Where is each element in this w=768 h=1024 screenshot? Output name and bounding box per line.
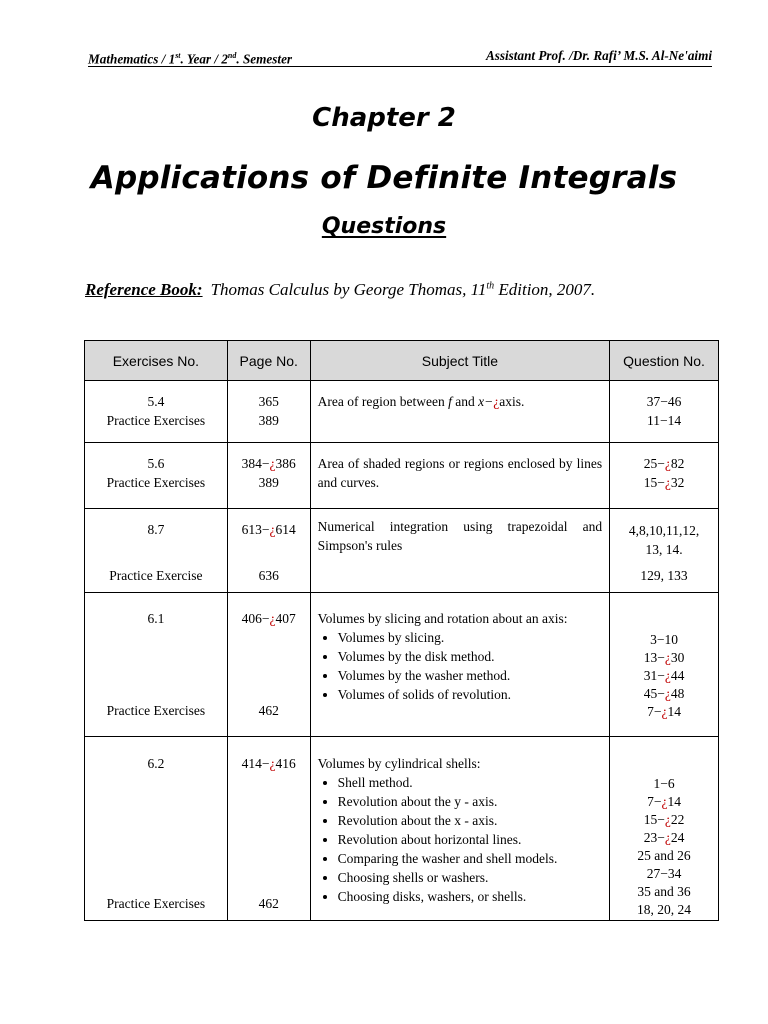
question-cell: 25−¿82 15−¿32	[610, 443, 719, 509]
page-cell: 414−¿416 462	[227, 737, 310, 921]
page-title: Applications of Definite Integrals	[90, 160, 678, 196]
table-row	[85, 443, 719, 509]
exercise-cell: 5.4 Practice Exercises	[85, 381, 228, 443]
list-item: • Volumes by slicing.	[338, 628, 602, 647]
reference-label: Reference Book:	[85, 280, 203, 299]
list-item: • Volumes by the disk method.	[338, 647, 602, 666]
list-item: • Choosing disks, washers, or shells.	[338, 887, 602, 906]
question-cell: 4,8,10,11,12, 13, 14. 129, 133	[610, 509, 719, 593]
page-cell: 406−¿407 462	[227, 593, 310, 737]
subject-cell: Area of shaded regions or regions enclosed by lines and curves.	[310, 443, 609, 509]
section-subtitle: Questions	[321, 214, 447, 239]
page-cell: 613−¿614 636	[227, 509, 310, 593]
subject-cell: Volumes by cylindrical shells: • Shell method. • Revolution about the y - axis. • Revolution about the x - axis. • Revolution about horizontal lines. • Comparing the washer and shell models. • Choosing shells or washers. • Choosing disks, washers, or shells.	[310, 737, 609, 921]
reference-book	[85, 280, 595, 300]
table-row	[85, 593, 719, 737]
column-header: Subject Title	[310, 341, 609, 381]
chapter-heading: Chapter 2	[312, 103, 456, 133]
list-item: • Volumes of solids of revolution.	[338, 685, 602, 704]
table-header-row	[85, 341, 719, 381]
exercise-cell: 8.7 Practice Exercise	[85, 509, 228, 593]
column-header: Question No.	[610, 341, 719, 381]
table-row	[85, 381, 719, 443]
list-item: • Revolution about the x - axis.	[338, 811, 602, 830]
header-course: Mathematics / 1st. Year / 2nd. Semester	[88, 51, 293, 67]
subject-bullets	[318, 628, 602, 704]
exercises-table	[84, 340, 719, 921]
list-item: • Revolution about the y - axis.	[338, 792, 602, 811]
subject-bullets	[318, 773, 602, 906]
reference-text: Thomas Calculus by George Thomas, 11th Edition, 2007.	[210, 280, 596, 299]
table-row	[85, 509, 719, 593]
list-item: • Volumes by the washer method.	[338, 666, 602, 685]
table-row	[85, 737, 719, 921]
list-item: • Comparing the washer and shell models.	[338, 849, 602, 868]
column-header: Page No.	[227, 341, 310, 381]
subject-cell: Area of region between f and x−¿axis.	[310, 381, 609, 443]
subject-cell: Numerical integration using trapezoidal and Simpson's rules	[310, 509, 609, 593]
exercise-cell: 6.1 Practice Exercises	[85, 593, 228, 737]
subject-cell: Volumes by slicing and rotation about an axis: • Volumes by slicing. • Volumes by the disk method. • Volumes by the washer method. • Volumes of solids of revolution.	[310, 593, 609, 737]
question-cell: 37−46 11−14	[610, 381, 719, 443]
list-item: • Shell method.	[338, 773, 602, 792]
exercise-cell: 5.6 Practice Exercises	[85, 443, 228, 509]
list-item: • Choosing shells or washers.	[338, 868, 602, 887]
page-cell: 384−¿386 389	[227, 443, 310, 509]
page-cell: 365 389	[227, 381, 310, 443]
exercise-cell: 6.2 Practice Exercises	[85, 737, 228, 921]
header-author: Assistant Prof. /Dr. Rafi’ M.S. Al-Ne'aimi	[485, 48, 712, 63]
question-cell: 1−6 7−¿14 15−¿22 23−¿24 25 and 26 27−34 35 and 36 18, 20, 24	[610, 737, 719, 921]
page-header	[88, 48, 712, 67]
question-cell: 3−10 13−¿30 31−¿44 45−¿48 7−¿14	[610, 593, 719, 737]
list-item: • Revolution about horizontal lines.	[338, 830, 602, 849]
column-header: Exercises No.	[85, 341, 228, 381]
